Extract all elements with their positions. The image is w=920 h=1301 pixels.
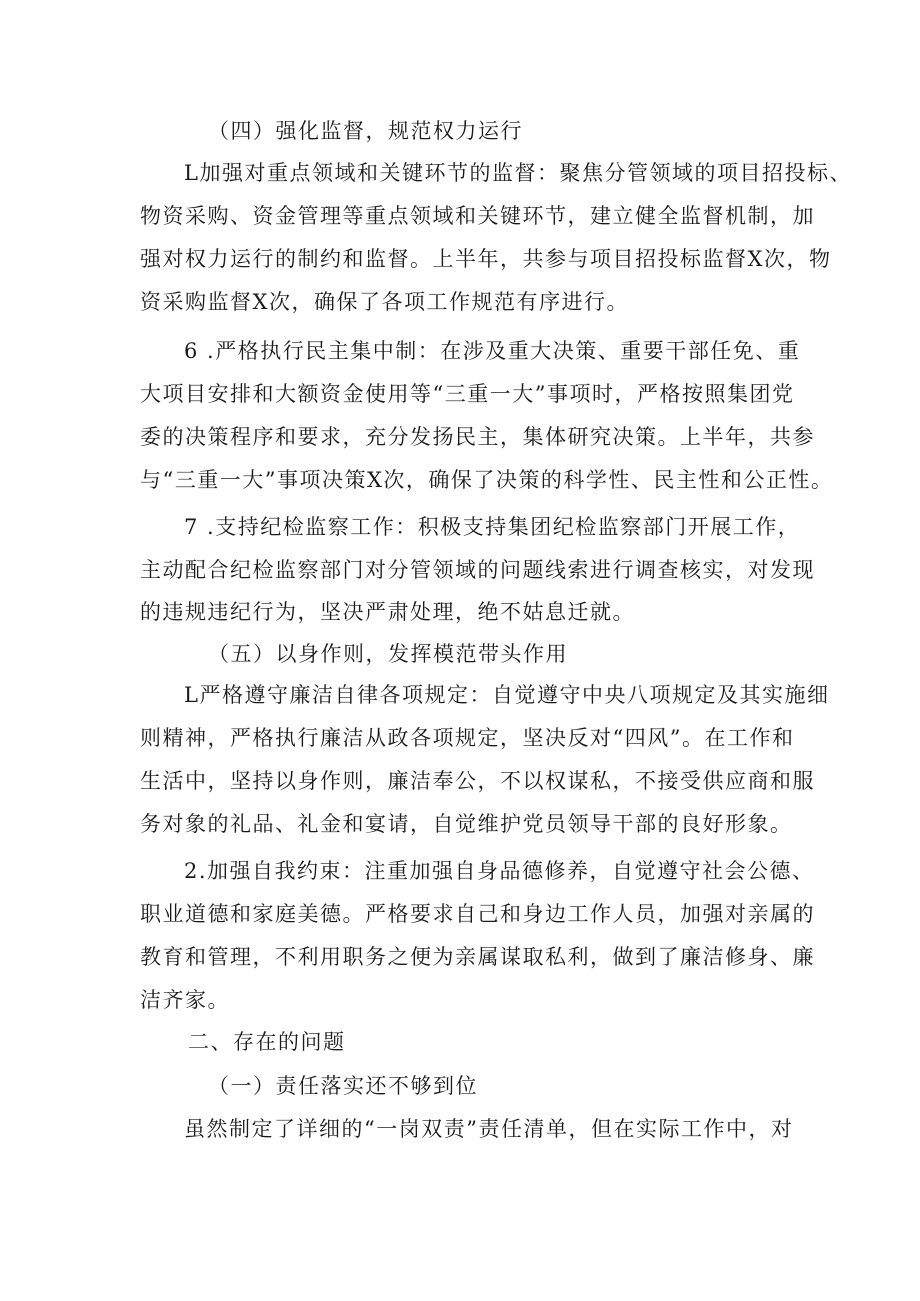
paragraph-line: 与“三重一大”事项决策X次，确保了决策的科学性、民主性和公正性。: [140, 468, 834, 492]
paragraph-line: 洁齐家。: [140, 988, 230, 1012]
paragraph-line: 6 .严格执行民主集中制：在涉及重大决策、重要干部任免、重: [184, 339, 801, 363]
paragraph-line: 委的决策程序和要求，充分发扬民主，集体研究决策。上半年，共参: [140, 425, 815, 449]
paragraph-line: L严格遵守廉洁自律各项规定：自觉遵守中央八项规定及其实施细: [184, 683, 830, 707]
paragraph-line: 虽然制定了详细的“一岗双责”责任清单，但在实际工作中，对: [184, 1117, 794, 1141]
section-heading-4: （四）强化监督，规范权力运行: [208, 119, 523, 143]
paragraph-line: 大项目安排和大额资金使用等“三重一大”事项时，严格按照集团党: [140, 382, 795, 406]
part-heading-problems: 二、存在的问题: [188, 1030, 346, 1054]
paragraph-line: 务对象的礼品、礼金和宴请，自觉维护党员领导干部的良好形象。: [140, 812, 793, 836]
paragraph-line: 2.加强自我约束：注重加强自身品德修养，自觉遵守社会公德、: [184, 859, 815, 883]
paragraph-line: L加强对重点领域和关键环节的监督：聚焦分管领域的项目招投标、: [184, 161, 852, 185]
paragraph-line: 教育和管理，不利用职务之便为亲属谋取私利，做到了廉洁修身、廉: [140, 945, 815, 969]
paragraph-line: 物资采购、资金管理等重点领域和关键环节，建立健全监督机制，加: [140, 204, 815, 228]
paragraph-line: 强对权力运行的制约和监督。上半年，共参与项目招投标监督X次，物: [140, 247, 832, 271]
subsection-heading-1: （一）责任落实还不够到位: [208, 1074, 478, 1098]
paragraph-line: 生活中，坚持以身作则，廉洁奉公，不以权谋私，不接受供应商和服: [140, 769, 815, 793]
paragraph-line: 主动配合纪检监察部门对分管领域的问题线索进行调查核实，对发现: [140, 558, 815, 582]
paragraph-line: 则精神，严格执行廉洁从政各项规定，坚决反对“四风”。在工作和: [140, 726, 795, 750]
paragraph-line: 的违规违纪行为，坚决严肃处理，绝不姑息迁就。: [140, 600, 635, 624]
section-heading-5: （五）以身作则，发挥模范带头作用: [208, 642, 568, 666]
paragraph-line: 职业道德和家庭美德。严格要求自己和身边工作人员，加强对亲属的: [140, 902, 815, 926]
paragraph-line: 7 .支持纪检监察工作：积极支持集团纪检监察部门开展工作，: [184, 515, 801, 539]
paragraph-line: 资采购监督X次，确保了各项工作规范有序进行。: [140, 290, 629, 314]
